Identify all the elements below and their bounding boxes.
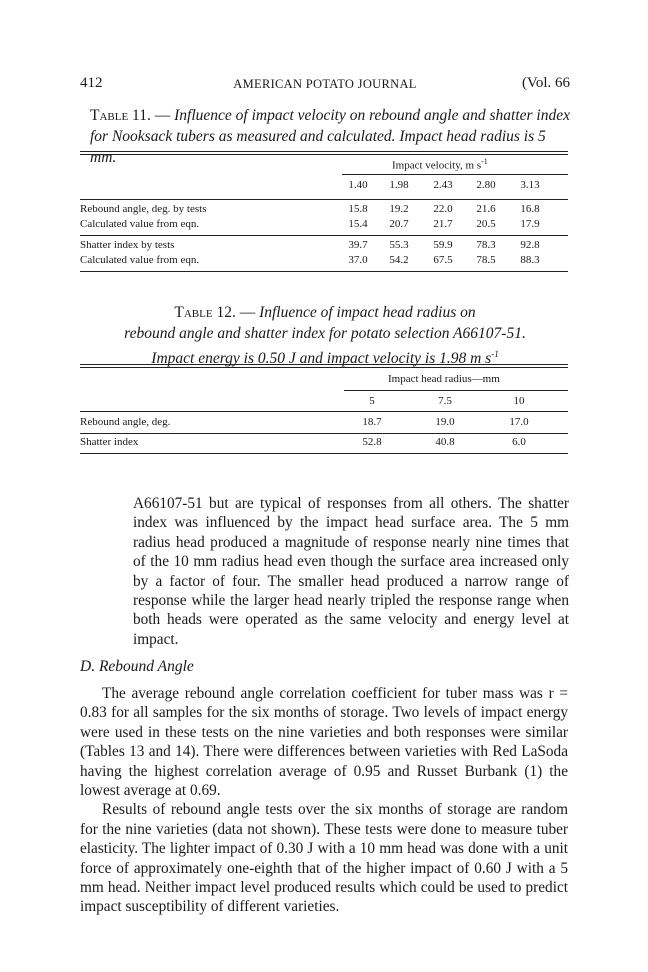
table11-group-header: Impact velocity, m $s^{-1}$ — [392, 157, 488, 172]
table11-top-rule-2 — [80, 154, 568, 155]
table-cell: 17.9 — [520, 218, 540, 230]
table11-col-header: 3.13 — [520, 179, 540, 191]
table-cell: 6.0 — [512, 436, 526, 448]
table12-col-header: 5 — [369, 395, 375, 407]
table-cell: 78.3 — [476, 239, 496, 251]
table12-caption — [80, 302, 570, 369]
table11-header-rule — [80, 199, 568, 200]
section-body — [80, 684, 568, 917]
table12-group-header: Impact head radius—mm — [388, 373, 500, 385]
table12-top-rule — [80, 364, 568, 365]
table-cell: 20.5 — [476, 218, 496, 230]
table11-col-header: 1.40 — [348, 179, 368, 191]
section-heading: D. Rebound Angle — [80, 658, 194, 675]
table12-header-rule — [80, 411, 568, 412]
table-cell: 88.3 — [520, 254, 540, 266]
table12-title-line1: Influence of impact head radius on — [259, 304, 476, 321]
table-cell: 17.0 — [509, 416, 529, 428]
table-cell: 15.4 — [348, 218, 368, 230]
table11-title-line2: for Nooksack tubers as measured and calculated. Impact head radius is 5 mm. — [90, 128, 546, 166]
page-number: 412 — [80, 75, 103, 91]
journal-title: AMERICAN POTATO JOURNAL — [233, 77, 417, 91]
row-label: Calculated value from eqn. — [80, 218, 200, 230]
running-header — [80, 75, 570, 95]
table12-col-header: 10 — [513, 395, 525, 407]
table12-label: Table 12. — — [174, 304, 256, 321]
table-cell: 59.9 — [433, 239, 453, 251]
table-cell: 15.8 — [348, 203, 368, 215]
row-label: Shatter index by tests — [80, 239, 175, 251]
table12-title-line3: Impact energy is 0.50 J and impact velocity is 1.98 m $s^{-1}$ — [151, 349, 499, 368]
table12-bottom-rule — [80, 453, 568, 454]
table11-top-rule — [80, 151, 568, 152]
paragraph-2: The average rebound angle correlation coefficient for tuber mass was r = 0.83 for all samples for the six months of storage. Two levels of impact energy were used in these tests on the nine varieties and both responses were similar (Tables 13 and 14). There were differences between varieties with Red LaSoda having the highest correlation average of 0.95 and Russet Burbank (1) the lowest average at 0.69. — [80, 685, 568, 800]
table12-top-rule-2 — [80, 367, 568, 368]
volume-label: (Vol. 66 — [521, 75, 570, 91]
table-cell: 21.7 — [433, 218, 453, 230]
table-cell: 16.8 — [520, 203, 540, 215]
table12-title-line2: rebound angle and shatter index for potato selection A66107-51. — [124, 325, 526, 342]
table-cell: 18.7 — [362, 416, 382, 428]
table-cell: 40.8 — [435, 436, 455, 448]
table-cell: 78.5 — [476, 254, 496, 266]
table11-mid-rule — [80, 235, 568, 236]
table11-group-rule — [342, 174, 568, 175]
table-cell: 67.5 — [433, 254, 453, 266]
table11-bottom-rule — [80, 271, 568, 272]
row-label: Shatter index — [80, 436, 139, 448]
table11-col-header: 2.80 — [476, 179, 496, 191]
table-cell: 19.2 — [389, 203, 409, 215]
table-cell: 22.0 — [433, 203, 453, 215]
table11-title-line1: Influence of impact velocity on rebound angle and shatter index — [174, 107, 570, 124]
row-label: Rebound angle, deg. — [80, 416, 171, 428]
table11-col-header: 1.98 — [389, 179, 409, 191]
table-cell: 39.7 — [348, 239, 368, 251]
table12-group-rule — [344, 390, 568, 391]
table-cell: 37.0 — [348, 254, 368, 266]
table-cell: 52.8 — [362, 436, 382, 448]
table-cell: 54.2 — [389, 254, 409, 266]
table12-col-header: 7.5 — [438, 395, 452, 407]
row-label: Calculated value from eqn. — [80, 254, 200, 266]
table-cell: 20.7 — [389, 218, 409, 230]
table11-label: Table 11. — — [90, 107, 171, 124]
paragraph-continuation — [133, 494, 569, 649]
paragraph-1: A66107-51 but are typical of responses from all others. The shatter index was influenced by the impact head surface area. The 5 mm radius head produced a magnitude of response nearly nine times that of the 10 mm radius head even though the surface area increased only by a factor of four. The smaller head produced a narrow range of response while the larger head nearly tripled the response range when both heads were operated as the same velocity and energy level at impact. — [133, 495, 569, 648]
table11-col-header: 2.43 — [433, 179, 453, 191]
table-cell: 19.0 — [435, 416, 455, 428]
paragraph-3: Results of rebound angle tests over the six months of storage are random for the nine varieties (data not shown). These tests were done to measure tuber elasticity. The lighter impact of 0.30 J with a 10 mm head was done with a unit force of approximately one-eighth that of the higher impact of 0.60 J with a 5 mm head. Neither impact level produced results which could be used to predict impact susceptibility of different varieties. — [80, 801, 568, 916]
table-cell: 92.8 — [520, 239, 540, 251]
table-cell: 21.6 — [476, 203, 496, 215]
table-cell: 55.3 — [389, 239, 409, 251]
table12-mid-rule — [80, 433, 568, 434]
table11-caption — [90, 105, 570, 168]
row-label: Rebound angle, deg. by tests — [80, 203, 207, 215]
